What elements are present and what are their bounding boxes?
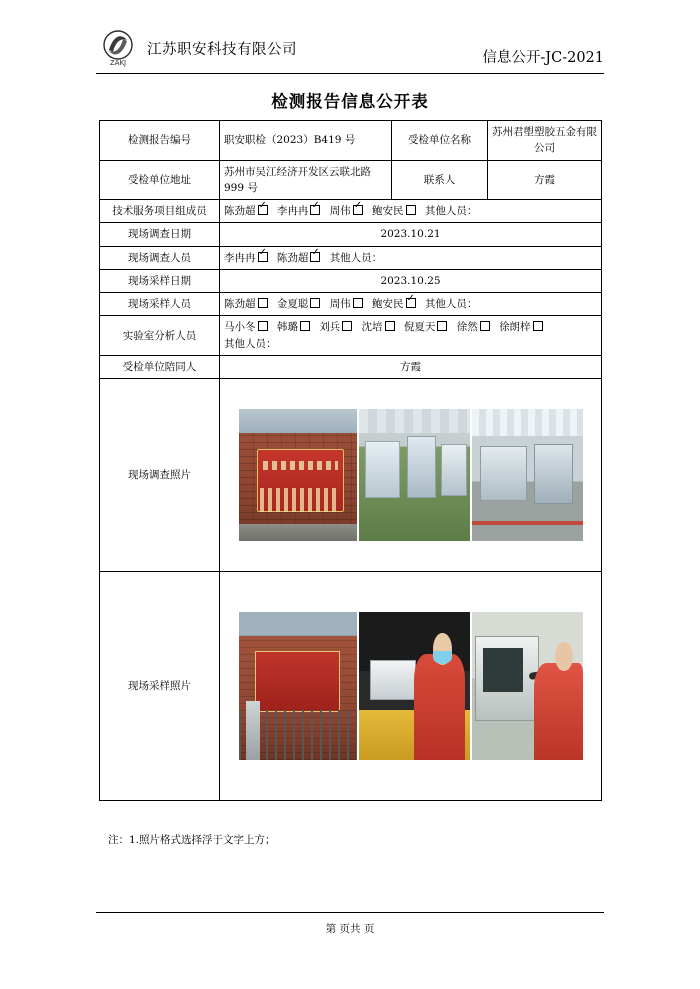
company-name: 江苏职安科技有限公司 — [147, 41, 297, 58]
sampling-staff-member: 金夏聪 — [277, 296, 321, 312]
label-client-name: 受检单位名称 — [392, 121, 488, 161]
team-member: 李冉冉 ✓ — [277, 203, 321, 219]
lab-staff-member: 倪夏天 — [404, 319, 448, 335]
label-survey-photos: 现场调查照片 — [100, 379, 220, 572]
sampling-photo-3 — [471, 611, 584, 761]
label-sampling-photos: 现场采样照片 — [100, 572, 220, 801]
table-row-client-address — [100, 160, 602, 200]
lab-staff-line-1 — [224, 319, 597, 335]
svg-text:ZAKJ: ZAKJ — [109, 59, 127, 67]
label-lab-staff: 实验室分析人员 — [100, 316, 220, 356]
checkbox[interactable] — [437, 321, 447, 331]
checkbox[interactable] — [353, 298, 363, 308]
info-disclosure-table — [99, 120, 602, 801]
survey-photo-3 — [471, 408, 584, 542]
survey-photo-1 — [238, 408, 358, 542]
value-team — [220, 200, 602, 223]
label-team: 技术服务项目组成员 — [100, 200, 220, 223]
table-row-survey-staff — [100, 246, 602, 269]
checkbox[interactable] — [258, 205, 268, 215]
lab-staff-member: 徐朗梓 — [499, 319, 543, 335]
checkbox[interactable] — [310, 298, 320, 308]
sampling-staff-member: 陈劲超 — [224, 296, 268, 312]
sampling-photo-2 — [358, 611, 471, 761]
team-member: 陈劲超 ✓ — [224, 203, 268, 219]
value-lab-staff — [220, 316, 602, 356]
checkbox[interactable] — [406, 205, 416, 215]
team-member: 周伟 ✓ — [330, 203, 363, 219]
checkbox[interactable] — [533, 321, 543, 331]
label-sampling-date: 现场采样日期 — [100, 269, 220, 292]
checkbox[interactable] — [385, 321, 395, 331]
label-report-no: 检测报告编号 — [100, 121, 220, 161]
checkbox[interactable] — [353, 205, 363, 215]
table-row-survey-date — [100, 223, 602, 246]
page-footer: 第 页共 页 — [96, 912, 604, 936]
team-member: 鲍安民 — [372, 203, 416, 219]
table-row-lab-staff — [100, 316, 602, 356]
survey-photo-strip — [220, 379, 601, 571]
label-survey-date: 现场调查日期 — [100, 223, 220, 246]
table-row-sampling-staff — [100, 293, 602, 316]
lab-staff-member: 韩璐 — [277, 319, 310, 335]
checkbox[interactable] — [406, 298, 416, 308]
table-row-sampling-photos — [100, 572, 602, 801]
page-header — [96, 26, 604, 74]
checkbox[interactable] — [258, 252, 268, 262]
table-row-survey-photos — [100, 379, 602, 572]
value-report-no: 职安职检（2023）B419 号 — [220, 121, 392, 161]
value-survey-date: 2023.10.21 — [220, 223, 602, 246]
survey-photos-cell — [220, 379, 602, 572]
lab-staff-member: 马小冬 — [224, 319, 268, 335]
checkbox[interactable] — [258, 321, 268, 331]
checkbox[interactable] — [258, 298, 268, 308]
sampling-staff-others-label: 其他人员： — [424, 298, 478, 311]
survey-photo-2 — [358, 408, 471, 542]
label-survey-staff: 现场调查人员 — [100, 246, 220, 269]
sampling-photo-1 — [238, 611, 358, 761]
sampling-staff-member: 鲍安民 ✓ — [372, 296, 416, 312]
table-row-sampling-date — [100, 269, 602, 292]
sampling-staff-member: 周伟 — [330, 296, 363, 312]
lab-staff-others-label: 其他人员： — [224, 337, 277, 350]
survey-staff-others-label: 其他人员： — [329, 251, 383, 264]
team-others-label: 其他人员： — [424, 205, 478, 218]
checkbox[interactable] — [300, 321, 310, 331]
checkbox[interactable] — [310, 205, 320, 215]
table-row-report-no — [100, 121, 602, 161]
sampling-photo-strip — [220, 572, 601, 800]
label-client-address: 受检单位地址 — [100, 160, 220, 200]
value-client-address: 苏州市吴江经济开发区云联北路 999 号 — [220, 160, 392, 200]
checkbox[interactable] — [480, 321, 490, 331]
label-accompany: 受检单位陪同人 — [100, 355, 220, 378]
value-accompany: 方霞 — [220, 355, 602, 378]
value-contact: 方霞 — [488, 160, 602, 200]
lab-staff-member: 沈培 — [362, 319, 395, 335]
label-sampling-staff: 现场采样人员 — [100, 293, 220, 316]
survey-staff-member: 李冉冉 ✓ — [224, 250, 268, 266]
value-survey-staff — [220, 246, 602, 269]
table-row-accompany — [100, 355, 602, 378]
survey-staff-member: 陈劲超 ✓ — [277, 250, 321, 266]
value-sampling-staff — [220, 293, 602, 316]
page-title: 检测报告信息公开表 — [271, 92, 429, 111]
footnote: 注：1.照片格式选择浮于文字上方； — [108, 834, 276, 846]
document-code: 信息公开-JC-2021 — [482, 50, 604, 66]
checkbox[interactable] — [342, 321, 352, 331]
company-logo-icon — [96, 28, 140, 68]
value-client-name: 苏州君塱塑胶五金有限公司 — [488, 121, 602, 161]
checkbox[interactable] — [310, 252, 320, 262]
value-sampling-date: 2023.10.25 — [220, 269, 602, 292]
lab-staff-member: 徐然 — [457, 319, 490, 335]
lab-staff-member: 刘兵 — [319, 319, 352, 335]
label-contact: 联系人 — [392, 160, 488, 200]
table-row-team — [100, 200, 602, 223]
sampling-photos-cell — [220, 572, 602, 801]
header-company-block — [96, 28, 297, 68]
